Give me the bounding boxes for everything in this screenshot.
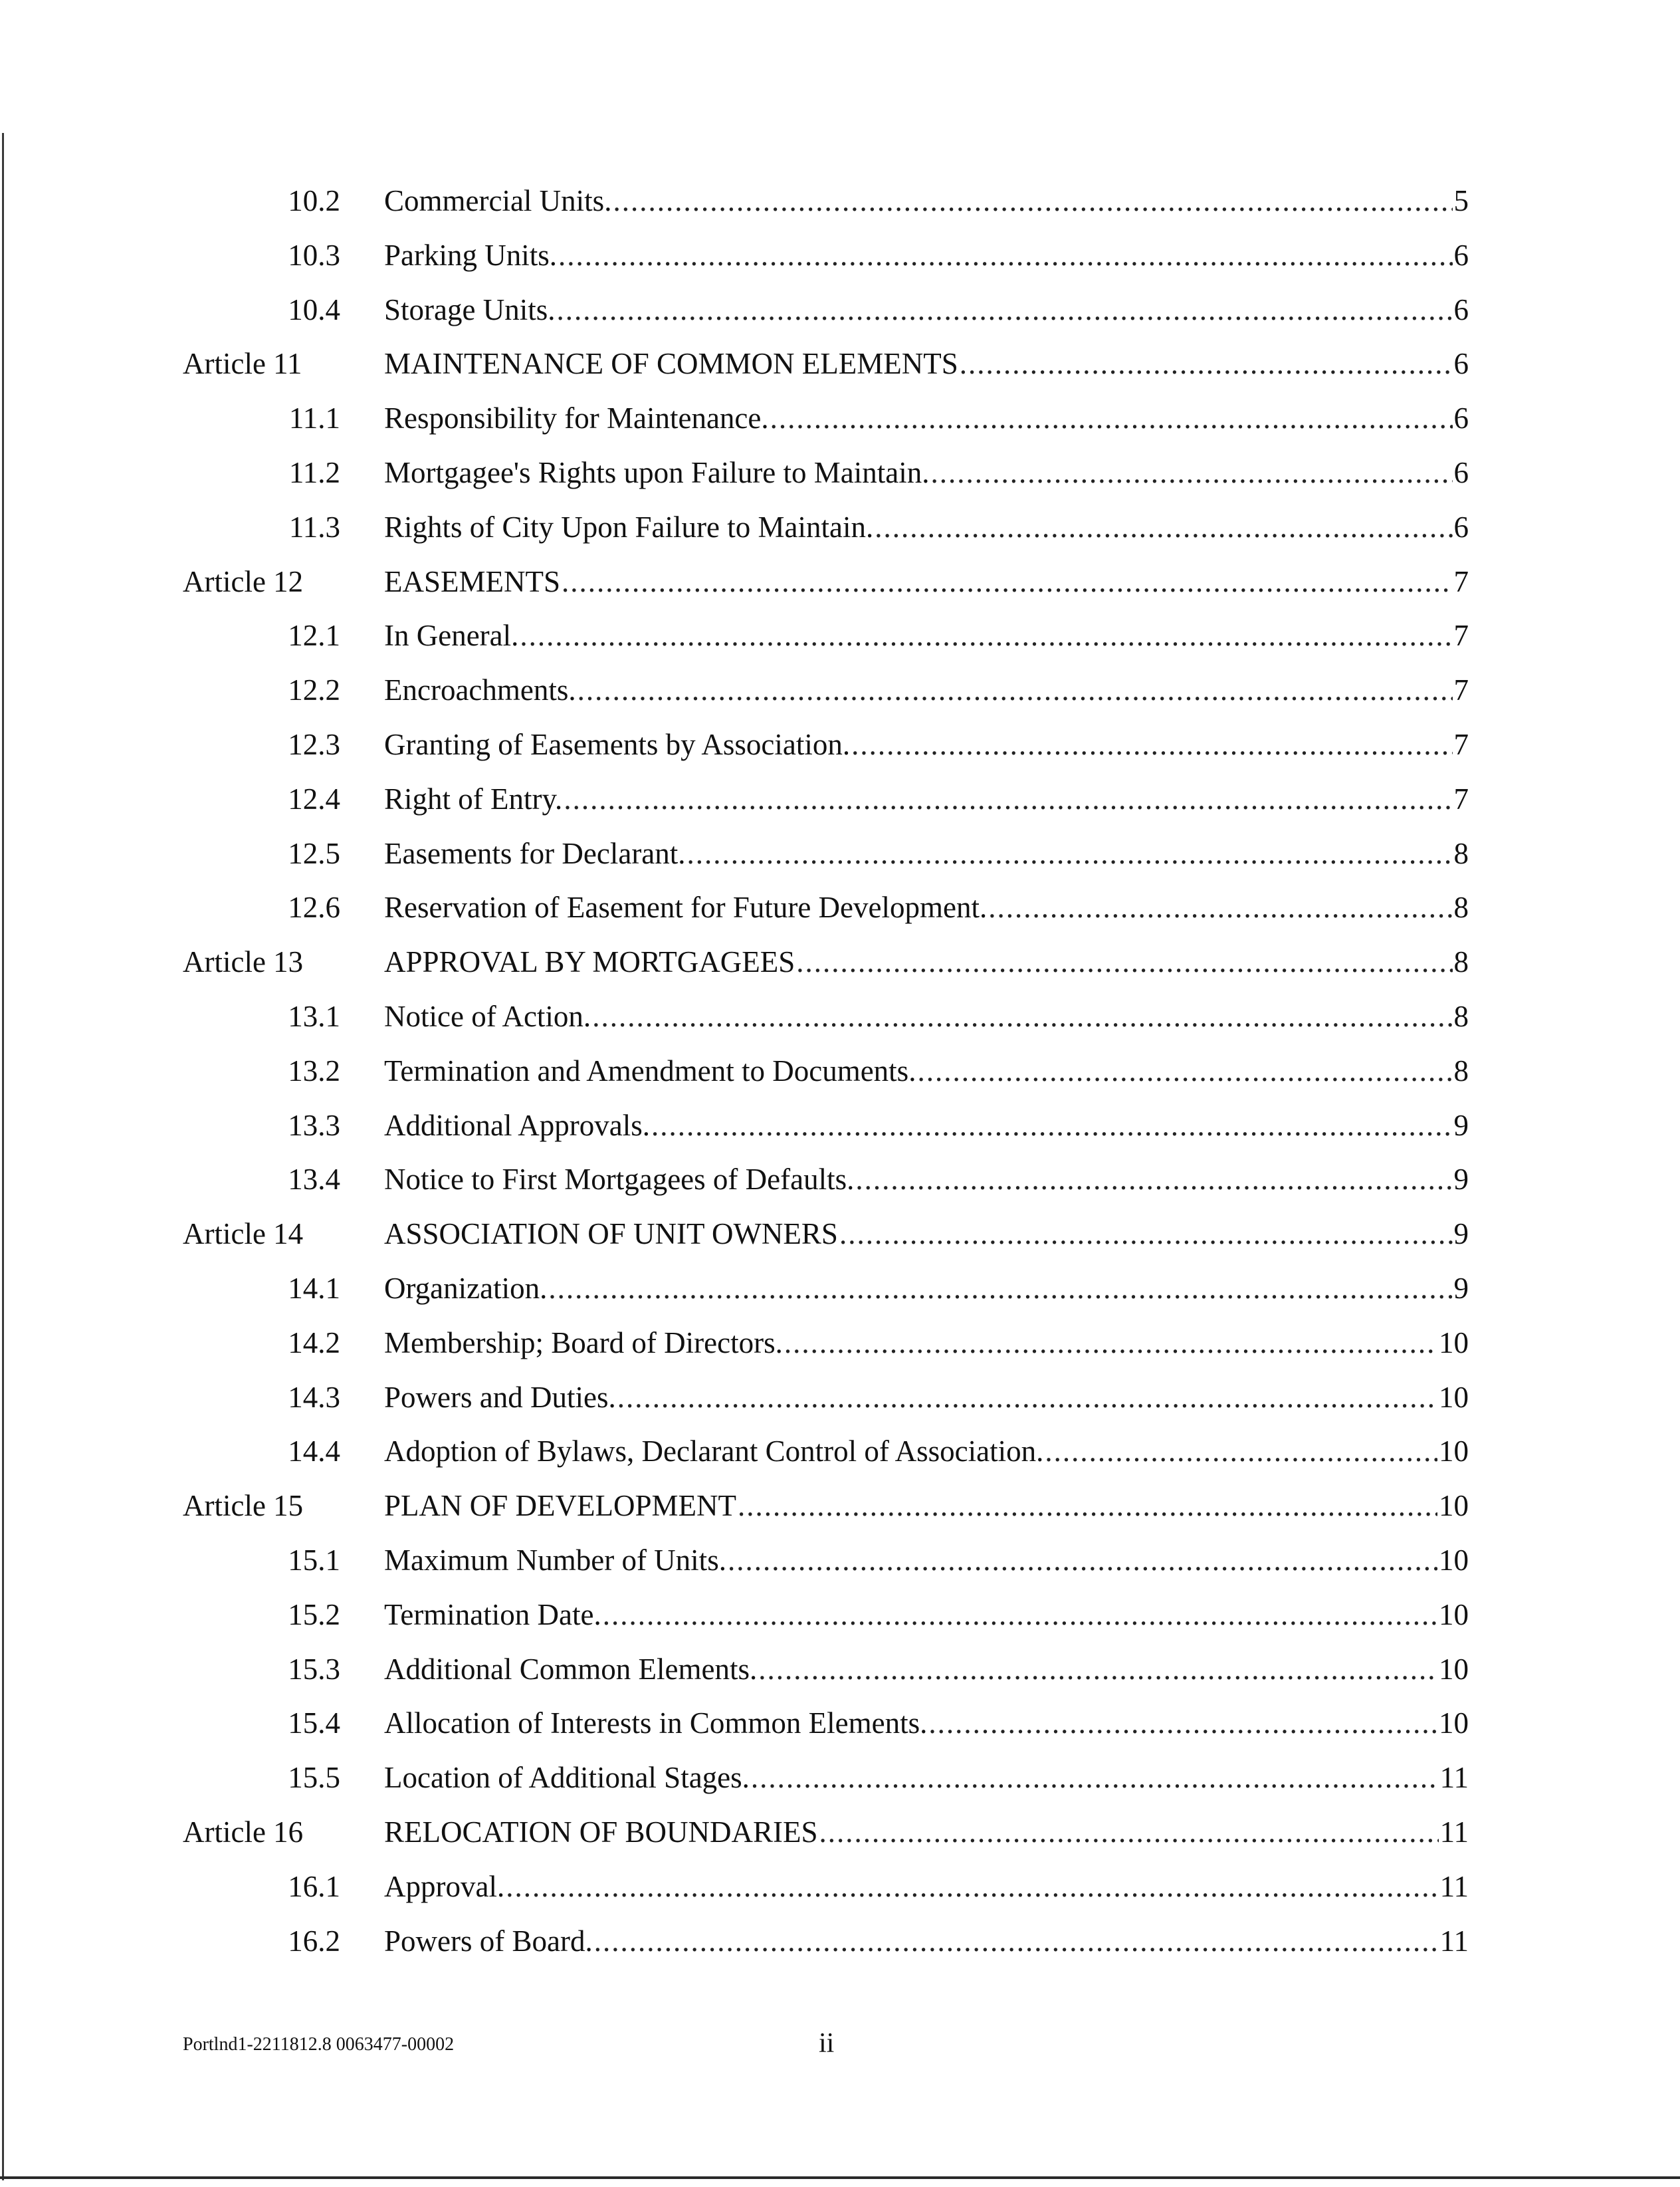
dot-leader — [578, 670, 1453, 710]
section-number: 14.1 — [288, 1271, 340, 1305]
dot-leader — [592, 996, 1452, 1036]
toc-entry — [384, 1867, 1469, 1906]
dot-leader — [917, 1051, 1452, 1091]
page-reference: 7 — [1453, 727, 1469, 761]
section-title: Powers of Board. — [384, 1924, 593, 1958]
article-number: Article 11 — [183, 347, 302, 381]
toc-entry — [384, 779, 1469, 819]
page-reference: 9 — [1453, 1108, 1469, 1142]
toc-section-row — [0, 1595, 1680, 1649]
section-number: 13.2 — [288, 1054, 340, 1088]
dot-leader — [988, 887, 1452, 927]
toc-entry — [384, 235, 1469, 275]
section-title: Termination Date. — [384, 1597, 601, 1631]
toc-article-row — [0, 1486, 1680, 1540]
dot-leader — [613, 181, 1452, 221]
page-reference: 10 — [1439, 1325, 1469, 1359]
dot-leader — [520, 616, 1452, 655]
page-reference: 8 — [1453, 999, 1469, 1033]
toc-section-row — [0, 1377, 1680, 1432]
toc-section-row — [0, 670, 1680, 725]
table-of-contents — [0, 181, 1680, 1975]
toc-entry — [384, 1921, 1469, 1961]
toc-entry — [384, 1051, 1469, 1091]
toc-section-row — [0, 616, 1680, 670]
section-title: Parking Units. — [384, 238, 558, 272]
section-title: Termination and Amendment to Documents. — [384, 1054, 916, 1088]
section-number: 14.3 — [288, 1380, 340, 1414]
article-title: RELOCATION OF BOUNDARIES — [384, 1815, 818, 1849]
toc-section-row — [0, 996, 1680, 1051]
toc-section-row — [0, 1268, 1680, 1323]
article-title: EASEMENTS — [384, 564, 561, 598]
section-number: 12.3 — [288, 727, 340, 761]
section-title: Notice to First Mortgagees of Defaults. — [384, 1163, 855, 1197]
section-number: 13.4 — [288, 1163, 340, 1197]
section-title: Additional Common Elements. — [384, 1652, 758, 1686]
section-number: 16.2 — [288, 1924, 340, 1958]
section-number: 12.5 — [288, 836, 340, 870]
page-reference: 7 — [1453, 564, 1469, 598]
toc-section-row — [0, 1703, 1680, 1758]
section-number: 13.3 — [288, 1108, 340, 1142]
page-reference: 6 — [1453, 455, 1469, 489]
section-title: Storage Units. — [384, 292, 556, 326]
toc-section-row — [0, 1540, 1680, 1595]
page-reference: 6 — [1453, 510, 1469, 544]
toc-section-row — [0, 834, 1680, 888]
dot-leader — [839, 1214, 1453, 1254]
bottom-scan-edge — [0, 2176, 1680, 2179]
dot-leader — [617, 1377, 1437, 1417]
page-reference: 8 — [1453, 1054, 1469, 1088]
section-title: Powers and Duties. — [384, 1380, 616, 1414]
section-number: 15.4 — [288, 1706, 340, 1740]
toc-entry — [384, 887, 1469, 927]
section-number: 12.6 — [288, 891, 340, 925]
page-reference: 10 — [1439, 1489, 1469, 1523]
toc-entry — [384, 834, 1469, 873]
section-title: Rights of City Upon Failure to Maintain. — [384, 510, 874, 544]
page-reference: 10 — [1439, 1597, 1469, 1631]
dot-leader — [758, 1649, 1437, 1689]
toc-entry — [384, 344, 1469, 384]
toc-entry — [384, 1703, 1469, 1743]
dot-leader — [687, 834, 1453, 873]
toc-entry — [384, 181, 1469, 221]
page-reference: 8 — [1453, 836, 1469, 870]
toc-entry — [384, 1214, 1469, 1254]
dot-leader — [931, 453, 1453, 493]
section-title: Maximum Number of Units. — [384, 1543, 726, 1577]
page-reference: 6 — [1453, 347, 1469, 381]
section-number: 15.3 — [288, 1652, 340, 1686]
section-number: 10.2 — [288, 184, 340, 217]
toc-article-row — [0, 1214, 1680, 1268]
section-title: Adoption of Bylaws, Declarant Control of Association. — [384, 1435, 1044, 1468]
toc-section-row — [0, 1921, 1680, 1976]
toc-section-row — [0, 1649, 1680, 1704]
section-number: 10.3 — [288, 238, 340, 272]
article-number: Article 14 — [183, 1217, 304, 1251]
section-number: 12.1 — [288, 619, 340, 653]
section-number: 11.3 — [288, 510, 340, 544]
toc-section-row — [0, 1051, 1680, 1105]
page-reference: 10 — [1439, 1706, 1469, 1740]
section-title: Allocation of Interests in Common Elements. — [384, 1706, 928, 1740]
page-reference: 11 — [1439, 1924, 1469, 1958]
toc-section-row — [0, 887, 1680, 942]
toc-entry — [384, 453, 1469, 493]
toc-article-row — [0, 344, 1680, 398]
article-number: Article 13 — [183, 945, 304, 979]
toc-entry — [384, 725, 1469, 764]
article-title: APPROVAL BY MORTGAGEES — [384, 945, 795, 979]
section-title: In General. — [384, 619, 519, 653]
dot-leader — [562, 562, 1452, 602]
toc-section-row — [0, 181, 1680, 235]
toc-entry — [384, 1486, 1469, 1526]
page-reference: 10 — [1439, 1435, 1469, 1468]
dot-leader — [928, 1703, 1437, 1743]
page-reference: 11 — [1439, 1815, 1469, 1849]
toc-entry — [384, 616, 1469, 655]
section-title: Additional Approvals. — [384, 1108, 650, 1142]
dot-leader — [728, 1540, 1437, 1580]
toc-section-row — [0, 453, 1680, 507]
section-number: 14.4 — [288, 1435, 340, 1468]
section-title: Membership; Board of Directors. — [384, 1325, 783, 1359]
toc-section-row — [0, 507, 1680, 562]
toc-article-row — [0, 942, 1680, 996]
toc-entry — [384, 1812, 1469, 1852]
section-number: 13.1 — [288, 999, 340, 1033]
dot-leader — [506, 1867, 1438, 1906]
toc-entry — [384, 1159, 1469, 1199]
section-number: 15.1 — [288, 1543, 340, 1577]
dot-leader — [564, 779, 1452, 819]
page-reference: 9 — [1453, 1163, 1469, 1197]
toc-entry — [384, 398, 1469, 438]
section-number: 11.1 — [288, 402, 340, 435]
toc-entry — [384, 507, 1469, 547]
page-reference: 6 — [1453, 238, 1469, 272]
page-reference: 6 — [1453, 402, 1469, 435]
section-title: Commercial Units. — [384, 184, 612, 217]
dot-leader — [751, 1758, 1439, 1797]
dot-leader — [819, 1812, 1439, 1852]
dot-leader — [875, 507, 1452, 547]
page-reference: 7 — [1453, 673, 1469, 707]
page-reference: 11 — [1439, 1869, 1469, 1903]
section-title: Granting of Easements by Association. — [384, 727, 851, 761]
page-reference: 8 — [1453, 891, 1469, 925]
toc-entry — [384, 996, 1469, 1036]
toc-section-row — [0, 1159, 1680, 1214]
toc-section-row — [0, 398, 1680, 453]
dot-leader — [603, 1595, 1437, 1635]
page-reference: 5 — [1453, 184, 1469, 217]
page-reference: 6 — [1453, 292, 1469, 326]
section-title: Mortgagee's Rights upon Failure to Maintain. — [384, 455, 930, 489]
page-reference: 11 — [1439, 1761, 1469, 1795]
section-number: 16.1 — [288, 1869, 340, 1903]
toc-section-row — [0, 290, 1680, 344]
dot-leader — [594, 1921, 1439, 1961]
dot-leader — [796, 942, 1452, 982]
section-title: Notice of Action. — [384, 999, 591, 1033]
section-number: 15.5 — [288, 1761, 340, 1795]
section-title: Responsibility for Maintenance. — [384, 402, 769, 435]
toc-section-row — [0, 779, 1680, 834]
section-title: Approval. — [384, 1869, 505, 1903]
toc-section-row — [0, 235, 1680, 290]
dot-leader — [558, 235, 1452, 275]
section-title: Organization. — [384, 1271, 548, 1305]
toc-entry — [384, 1431, 1469, 1471]
page-reference: 7 — [1453, 782, 1469, 816]
toc-entry — [384, 1758, 1469, 1797]
article-number: Article 15 — [183, 1489, 304, 1523]
dot-leader — [556, 290, 1452, 330]
toc-article-row — [0, 1812, 1680, 1867]
toc-entry — [384, 290, 1469, 330]
toc-entry — [384, 942, 1469, 982]
toc-section-row — [0, 725, 1680, 779]
article-title: ASSOCIATION OF UNIT OWNERS — [384, 1217, 838, 1251]
toc-entry — [384, 670, 1469, 710]
footer-page-number: ii — [819, 2028, 835, 2059]
dot-leader — [784, 1323, 1437, 1363]
toc-entry — [384, 1649, 1469, 1689]
dot-leader — [855, 1159, 1452, 1199]
footer-document-id: Portlnd1-2211812.8 0063477-00002 — [183, 2034, 455, 2055]
article-title: MAINTENANCE OF COMMON ELEMENTS — [384, 347, 958, 381]
dot-leader — [738, 1486, 1437, 1526]
section-title: Reservation of Easement for Future Development. — [384, 891, 988, 925]
section-number: 11.2 — [288, 455, 340, 489]
page-reference: 10 — [1439, 1380, 1469, 1414]
toc-section-row — [0, 1323, 1680, 1377]
toc-section-row — [0, 1758, 1680, 1812]
page-reference: 9 — [1453, 1271, 1469, 1305]
page-reference: 10 — [1439, 1652, 1469, 1686]
dot-leader — [1045, 1431, 1437, 1471]
page-reference: 10 — [1439, 1543, 1469, 1577]
section-title: Easements for Declarant. — [384, 836, 686, 870]
section-title: Right of Entry. — [384, 782, 563, 816]
section-number: 15.2 — [288, 1597, 340, 1631]
dot-leader — [960, 344, 1453, 384]
dot-leader — [651, 1105, 1453, 1145]
toc-section-row — [0, 1867, 1680, 1921]
toc-entry — [384, 1377, 1469, 1417]
page-reference: 7 — [1453, 619, 1469, 653]
toc-entry — [384, 562, 1469, 602]
article-number: Article 16 — [183, 1815, 304, 1849]
section-number: 12.4 — [288, 782, 340, 816]
toc-entry — [384, 1268, 1469, 1308]
toc-section-row — [0, 1105, 1680, 1160]
toc-entry — [384, 1105, 1469, 1145]
article-title: PLAN OF DEVELOPMENT — [384, 1489, 737, 1523]
section-title: Location of Additional Stages. — [384, 1761, 750, 1795]
section-title: Encroachments. — [384, 673, 576, 707]
page-reference: 8 — [1453, 945, 1469, 979]
section-number: 12.2 — [288, 673, 340, 707]
dot-leader — [548, 1268, 1452, 1308]
section-number: 10.4 — [288, 292, 340, 326]
toc-section-row — [0, 1431, 1680, 1486]
section-number: 14.2 — [288, 1325, 340, 1359]
page-reference: 9 — [1453, 1217, 1469, 1251]
dot-leader — [770, 398, 1453, 438]
toc-entry — [384, 1595, 1469, 1635]
article-number: Article 12 — [183, 564, 304, 598]
toc-entry — [384, 1540, 1469, 1580]
toc-article-row — [0, 562, 1680, 616]
dot-leader — [851, 725, 1452, 764]
toc-entry — [384, 1323, 1469, 1363]
